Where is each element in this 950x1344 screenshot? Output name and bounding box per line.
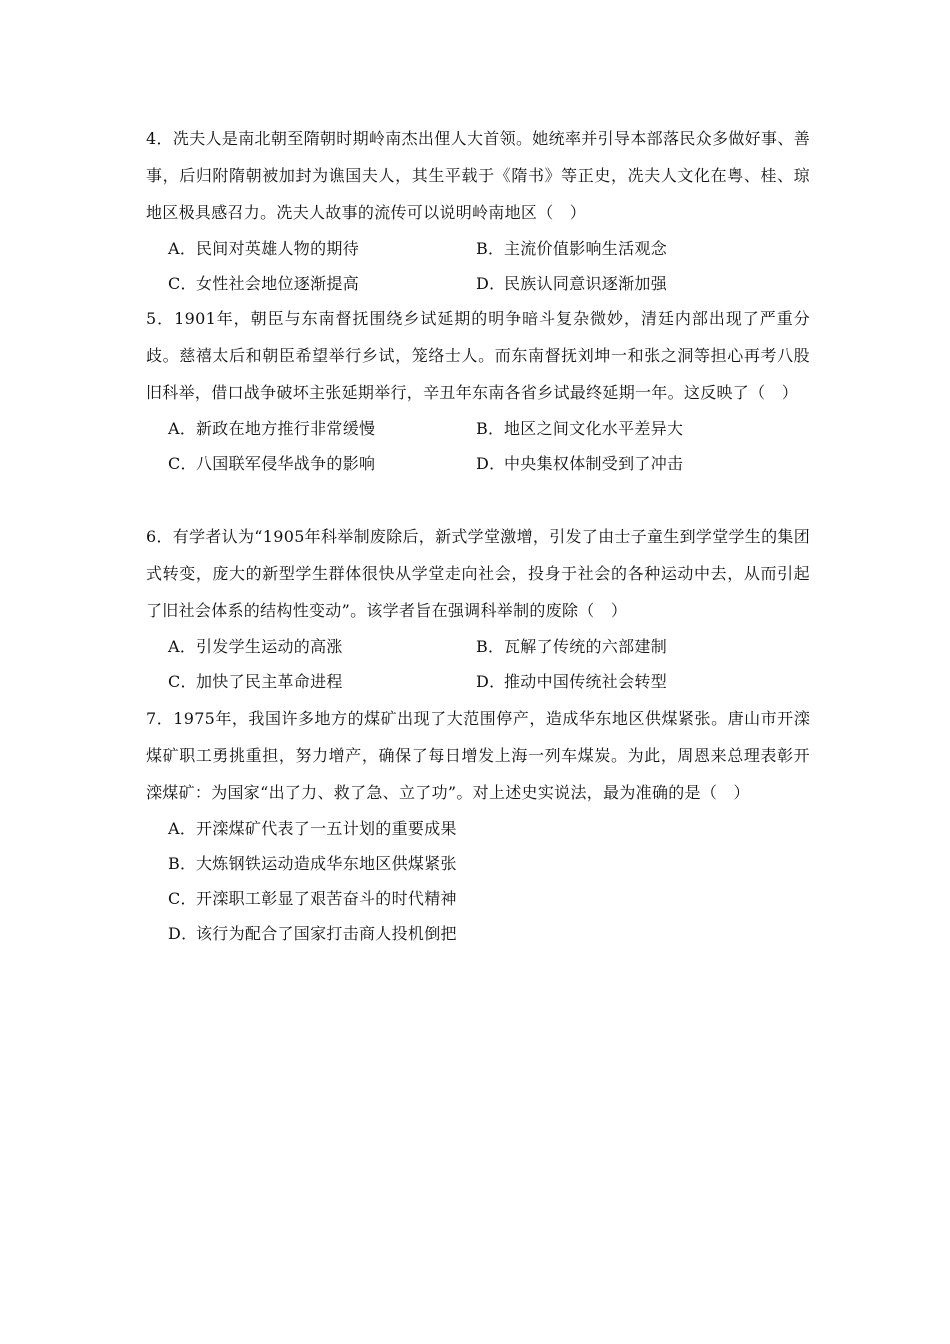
question-stem bbox=[146, 700, 810, 811]
option-text: 中央集权体制受到了冲击 bbox=[504, 454, 684, 473]
question-text: 有学者认为“1905年科举制废除后，新式学堂激增，引发了由士子童生到学堂学生的集团式转变，庞大的新型学生群体很快从学堂走向社会，投身于社会的各种运动中去，从而引起了旧社会体系的结构性变动”。该学者旨在强调科举制的废除（ ） bbox=[146, 527, 810, 620]
option-text: 瓦解了传统的六部建制 bbox=[504, 637, 668, 656]
question-4 bbox=[146, 120, 810, 301]
question-stem bbox=[146, 120, 810, 231]
question-7 bbox=[146, 700, 810, 951]
option-letter: C． bbox=[168, 454, 197, 473]
option-a[interactable] bbox=[168, 629, 476, 664]
option-b[interactable] bbox=[476, 629, 784, 664]
question-text: 1975年，我国许多地方的煤矿出现了大范围停产，造成华东地区供煤紧张。唐山市开滦煤矿职工勇挑重担，努力增产，确保了每日增发上海一列车煤炭。为此，周恩来总理表彰开滦煤矿：为国家“出了力、救了急、立了功”。对上述史实说法，最为准确的是（ ） bbox=[146, 709, 810, 802]
option-text: 八国联军侵华战争的影响 bbox=[196, 454, 376, 473]
option-text: 民间对英雄人物的期待 bbox=[196, 239, 360, 258]
option-text: 加快了民主革命进程 bbox=[196, 672, 343, 691]
option-c[interactable] bbox=[168, 446, 476, 481]
option-letter: B． bbox=[476, 419, 505, 438]
option-text: 大炼钢铁运动造成华东地区供煤紧张 bbox=[196, 854, 457, 873]
option-a[interactable] bbox=[168, 811, 457, 846]
option-c[interactable] bbox=[168, 881, 457, 916]
option-letter: A． bbox=[168, 819, 197, 838]
question-number: 4． bbox=[146, 129, 173, 148]
question-text: 1901年，朝臣与东南督抚围绕乡试延期的明争暗斗复杂微妙，清廷内部出现了严重分歧。慈禧太后和朝臣希望举行乡试，笼络士人。而东南督抚刘坤一和张之洞等担心再考八股旧科举，借口战争破坏主张延期举行，辛丑年东南各省乡试最终延期一年。这反映了（ ） bbox=[146, 309, 811, 402]
option-text: 开滦煤矿代表了一五计划的重要成果 bbox=[196, 819, 457, 838]
option-text: 该行为配合了国家打击商人投机倒把 bbox=[196, 924, 457, 943]
option-letter: D． bbox=[476, 672, 506, 691]
option-c[interactable] bbox=[168, 266, 476, 301]
question-text: 冼夫人是南北朝至隋朝时期岭南杰出俚人大首领。她统率并引导本部落民众多做好事、善事，后归附隋朝被加封为谯国夫人，其生平载于《隋书》等正史，冼夫人文化在粤、桂、琼地区极具感召力。冼夫人故事的流传可以说明岭南地区（ ） bbox=[146, 129, 810, 222]
options bbox=[146, 231, 810, 301]
options bbox=[146, 411, 810, 481]
question-5 bbox=[146, 300, 810, 481]
option-d[interactable] bbox=[476, 266, 784, 301]
option-letter: B． bbox=[168, 854, 197, 873]
question-stem bbox=[146, 518, 810, 629]
options bbox=[146, 629, 810, 699]
question-6 bbox=[146, 518, 810, 699]
option-text: 推动中国传统社会转型 bbox=[504, 672, 668, 691]
option-letter: C． bbox=[168, 274, 197, 293]
option-text: 女性社会地位逐渐提高 bbox=[196, 274, 360, 293]
option-d[interactable] bbox=[476, 446, 784, 481]
option-d[interactable] bbox=[168, 916, 457, 951]
option-letter: B． bbox=[476, 239, 505, 258]
question-number: 5． bbox=[146, 309, 175, 328]
option-letter: C． bbox=[168, 672, 197, 691]
option-letter: B． bbox=[476, 637, 505, 656]
option-letter: A． bbox=[168, 419, 197, 438]
option-text: 开滦职工彰显了艰苦奋斗的时代精神 bbox=[196, 889, 457, 908]
option-text: 新政在地方推行非常缓慢 bbox=[196, 419, 376, 438]
option-text: 引发学生运动的高涨 bbox=[196, 637, 343, 656]
option-a[interactable] bbox=[168, 231, 476, 266]
question-number: 6． bbox=[146, 527, 173, 546]
option-b[interactable] bbox=[168, 846, 457, 881]
options bbox=[146, 811, 810, 951]
option-c[interactable] bbox=[168, 664, 476, 699]
question-number: 7． bbox=[146, 709, 174, 728]
question-stem bbox=[146, 300, 810, 411]
option-a[interactable] bbox=[168, 411, 476, 446]
option-letter: D． bbox=[476, 274, 506, 293]
option-letter: D． bbox=[168, 924, 198, 943]
option-text: 地区之间文化水平差异大 bbox=[504, 419, 684, 438]
option-letter: A． bbox=[168, 239, 197, 258]
option-letter: D． bbox=[476, 454, 506, 473]
option-text: 主流价值影响生活观念 bbox=[504, 239, 668, 258]
option-d[interactable] bbox=[476, 664, 784, 699]
option-letter: A． bbox=[168, 637, 197, 656]
option-b[interactable] bbox=[476, 411, 784, 446]
option-text: 民族认同意识逐渐加强 bbox=[504, 274, 668, 293]
option-b[interactable] bbox=[476, 231, 784, 266]
option-letter: C． bbox=[168, 889, 197, 908]
